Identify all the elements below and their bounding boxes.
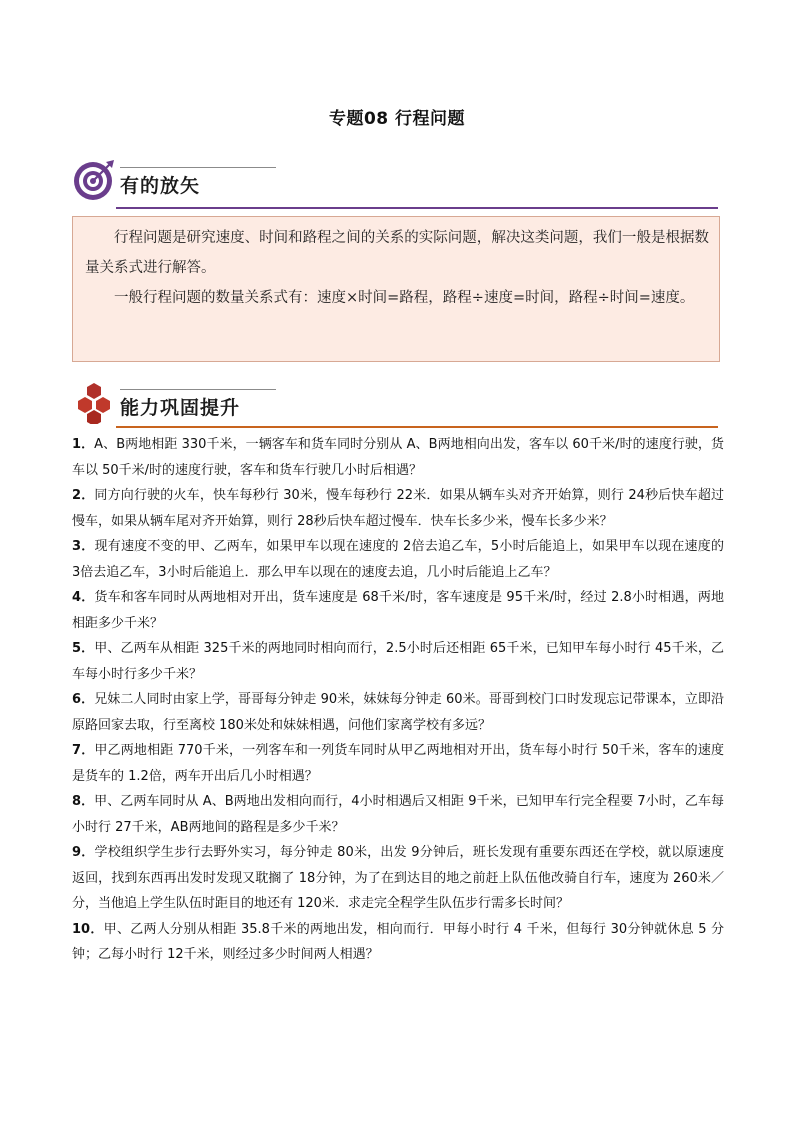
- problem-number: 6．: [72, 692, 95, 707]
- section-underline: [116, 426, 718, 428]
- problem-number: 8．: [72, 794, 95, 809]
- intro-box: [72, 216, 720, 362]
- problem-number: 3．: [72, 539, 95, 554]
- section-header-practice: [72, 380, 718, 430]
- problem-text: 同方向行驶的火车，快车每秒行 30米，慢车每秒行 22米．如果从辆车头对齐开始算，则行 24秒后快车超过慢车，如果从辆车尾对齐开始算，则行 28秒后快车超过慢车．快车长多少米，慢车长多少米？: [72, 488, 724, 529]
- problem-text: 学校组织学生步行去野外实习，每分钟走 80米，出发 9分钟后，班长发现有重要东西还在学校，就以原速度返回，找到东西再出发时发现又耽搁了 18分钟，为了在到达目的地之前赶上队伍他改骑自行车，速度为 260米／分，当他追上学生队伍时距目的地还有 120米．求走完全程学生队伍步行需多长时间？: [72, 845, 724, 911]
- problem-item: [72, 687, 724, 738]
- problem-item: [72, 432, 724, 483]
- header-rule: [120, 389, 276, 390]
- problem-number: 10．: [72, 921, 104, 937]
- problem-text: 甲乙两地相距 770千米，一列客车和一列货车同时从甲乙两地相对开出，货车每小时行 50千米，客车的速度是货车的 1.2倍，两车开出后几小时相遇？: [72, 743, 724, 784]
- section-title: 能力巩固提升: [120, 397, 241, 419]
- problem-number: 1．: [72, 437, 95, 452]
- section-title: 有的放矢: [120, 175, 201, 197]
- problem-text: 甲、乙两车同时从 A、B两地出发相向而行，4小时相遇后又相距 9千米，已知甲车行完全程要 7小时，乙车每小时行 27千米，AB两地间的路程是多少千米？: [72, 794, 724, 835]
- problem-number: 5．: [72, 641, 95, 656]
- section-header-goal: [72, 158, 718, 208]
- header-rule: [120, 167, 276, 168]
- problem-list: [72, 432, 724, 968]
- problem-number: 4．: [72, 590, 95, 605]
- problem-item: [72, 585, 724, 636]
- problem-text: 甲、乙两人分别从相距 35.8千米的两地出发，相向而行．甲每小时行 4 千米，但每行 30分钟就休息 5 分钟；乙每小时行 12千米，则经过多少时间两人相遇？: [72, 921, 724, 962]
- problem-item: [72, 534, 724, 585]
- problem-number: 7．: [72, 743, 95, 758]
- target-icon: [72, 158, 116, 202]
- section-underline: [116, 207, 718, 209]
- intro-paragraph: 行程问题是研究速度、时间和路程之间的关系的实际问题，解决这类问题，我们一般是根据数量关系式进行解答。: [85, 230, 709, 276]
- problem-text: 现有速度不变的甲、乙两车，如果甲车以现在速度的 2倍去追乙车，5小时后能追上，如果甲车以现在速度的 3倍去追乙车，3小时后能追上．那么甲车以现在的速度去追，几小时后能追上乙车？: [72, 539, 724, 580]
- intro-paragraph: 一般行程问题的数量关系式有：速度×时间=路程，路程÷速度=时间，路程÷时间=速度。: [114, 290, 695, 306]
- problem-text: A、B两地相距 330千米，一辆客车和货车同时分别从 A、B两地相向出发，客车以 60千米/时的速度行驶，货车以 50千米/时的速度行驶，客车和货车行驶几小时后相遇？: [72, 437, 724, 478]
- problem-item: [72, 738, 724, 789]
- problem-number: 2．: [72, 488, 95, 503]
- problem-item: [72, 840, 724, 917]
- problem-item: [72, 789, 724, 840]
- problem-item: [72, 483, 724, 534]
- problem-text: 货车和客车同时从两地相对开出，货车速度是 68千米/时，客车速度是 95千米/时，经过 2.8小时相遇，两地相距多少千米？: [72, 590, 724, 631]
- problem-item: [72, 636, 724, 687]
- problem-item: [72, 917, 724, 968]
- page-title: 专题08 行程问题: [328, 109, 466, 129]
- problem-text: 兄妹二人同时由家上学，哥哥每分钟走 90米，妹妹每分钟走 60米。哥哥到校门口时发现忘记带课本，立即沿原路回家去取，行至离校 180米处和妹妹相遇，问他们家离学校有多远？: [72, 692, 725, 733]
- problem-text: 甲、乙两车从相距 325千米的两地同时相向而行，2.5小时后还相距 65千米，已知甲车每小时行 45千米，乙车每小时行多少千米？: [72, 641, 724, 682]
- hexagon-cluster-icon: [72, 380, 116, 424]
- problem-number: 9．: [72, 845, 95, 860]
